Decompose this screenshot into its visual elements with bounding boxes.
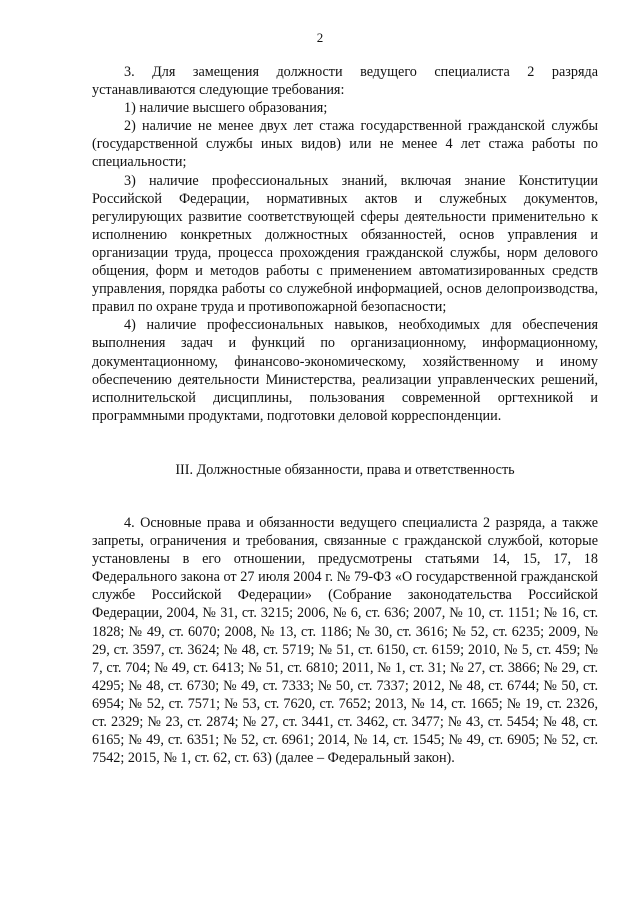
requirement-2: 2) наличие не менее двух лет стажа государственной гражданской службы (государственной службы иных видов) или не менее 4 лет стажа работы по специальности; (92, 118, 598, 171)
requirement-3: 3) наличие профессиональных знаний, включая знание Конституции Российской Федерации, нормативных актов и служебных документов, регулирующих развитие соответствующей сферы деятельности применительно к исполнению конкретных должностных обязанностей, основ управления и организации труда, процесса прохождения гражданской службы, норм делового общения, форм и методов работы с применением автоматизированных средств управления, порядка работы со служебной информацией, основ делопроизводства, правил по охране труда и противопожарной безопасности; (92, 172, 598, 316)
requirement-1: 1) наличие высшего образования; (124, 100, 328, 117)
document-body (92, 63, 598, 767)
spacer (92, 425, 598, 461)
page-number: 2 (316, 30, 324, 45)
paragraph-3: 3. Для замещения должности ведущего специалиста 2 разряда устанавливаются следующие требования: (92, 64, 598, 99)
paragraph-4: 4. Основные права и обязанности ведущего специалиста 2 разряда, а также запреты, ограничения и требования, связанные с гражданской службой, которые установлены в его отношении, предусмотрены статьями 14, 15, 17, 18 Федерального закона от 27 июля 2004 г. № 79-ФЗ «О государственной гражданской службе Российской Федерации» (Собрание законодательства Российской Федерации, 2004, № 31, ст. 3215; 2006, № 6, ст. 636; 2007, № 10, ст. 1151; № 16, ст. 1828; № 49, ст. 6070; 2008, № 13, ст. 1186; № 30, ст. 3616; № 52, ст. 6235; 2009, № 29, ст. 3597, ст. 3624; № 48, ст. 5719; № 51, ст. 6150, ст. 6159; 2010, № 5, ст. 459; № 7, ст. 704; № 49, ст. 6413; № 51, ст. 6810; 2011, № 1, ст. 31; № 27, ст. 3866; № 29, ст. 4295; № 48, ст. 6730; № 49, ст. 7333; № 50, ст. 7337; 2012, № 48, ст. 6744; № 50, ст. 6954; № 52, ст. 7571; № 53, ст. 7620, ст. 7652; 2013, № 14, ст. 1665; № 19, ст. 2326, ст. 2329; № 23, ст. 2874; № 27, ст. 3441, ст. 3462, ст. 3477; № 43, ст. 5454; № 48, ст. 6165; № 49, ст. 6351; № 52, ст. 6961; 2014, № 14, ст. 1545; № 49, ст. 6905; № 52, ст. 7542; 2015, № 1, ст. 62, ст. 63) (далее – Федеральный закон). (92, 514, 598, 767)
section-heading: III. Должностные обязанности, права и ответственность (175, 461, 515, 478)
spacer (92, 479, 598, 514)
requirement-4: 4) наличие профессиональных навыков, необходимых для обеспечения выполнения задач и функций по организационному, информационному, документационному, финансово-экономическому, хозяйственному и иному обеспечению деятельности Министерства, реализации управленческих решений, исполнительской дисциплины, пользования современной оргтехникой и программными продуктами, подготовки деловой корреспонденции. (92, 317, 598, 424)
